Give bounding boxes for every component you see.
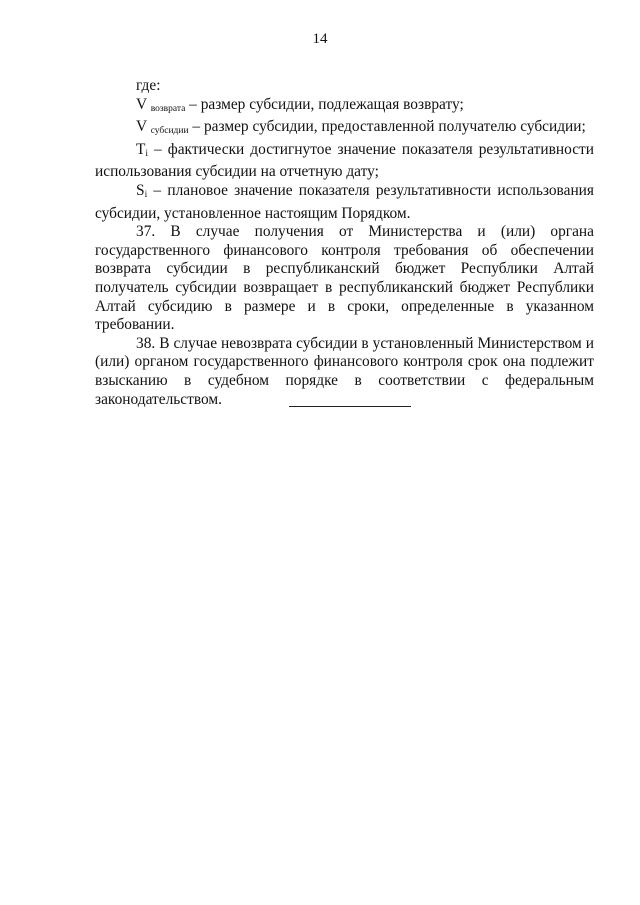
definition-v-return: [95, 96, 594, 119]
document-body: [95, 77, 594, 409]
symbol-v-subsidy: V: [136, 118, 147, 136]
definition-text-s-i: – плановое значение показателя результативности использования субсидии, установленное настоящим Порядком.: [95, 181, 594, 222]
paragraph-38: 38. В случае невозврата субсидии в установленный Министерством и (или) органом государственного финансового контроля срок она подлежит взысканию в судебном порядке в соответствии с федеральным законодательством.: [95, 334, 594, 408]
intro-text: где:: [136, 77, 161, 94]
definition-t-i: [95, 141, 594, 182]
definition-s-i: [95, 182, 594, 223]
subscript-s-i: i: [144, 189, 148, 200]
symbol-t-i: T: [136, 140, 146, 158]
intro-line: [95, 77, 594, 96]
definition-text-v-return: – размер субсидии, подлежащая возврату;: [185, 95, 464, 113]
definition-v-subsidy: [95, 118, 594, 141]
subscript-v-return: возврата: [150, 103, 186, 114]
definition-text-v-subsidy: – размер субсидии, предоставленной получателю субсидии;: [188, 118, 586, 136]
symbol-v-return: V: [136, 95, 147, 113]
page-number: 14: [312, 31, 328, 47]
paragraph-37: 37. В случае получения от Министерства и (или) органа государственного финансового контроля требования об обеспечении возврата субсидии в республиканский бюджет Республики Алтай получатель субсидии возвращает в республиканский бюджет Республики Алтай субсидию в размере и в сроки, определенные в указанном требовании.: [95, 223, 594, 334]
subscript-v-subsidy: субсидии: [150, 126, 189, 137]
symbol-s-i: S: [136, 181, 145, 199]
subscript-t-i: i: [145, 148, 149, 159]
closing-rule: [289, 406, 411, 407]
definition-text-t-i: – фактически достигнутое значение показателя результативности использования субсидии на отчетную дату;: [95, 140, 594, 181]
